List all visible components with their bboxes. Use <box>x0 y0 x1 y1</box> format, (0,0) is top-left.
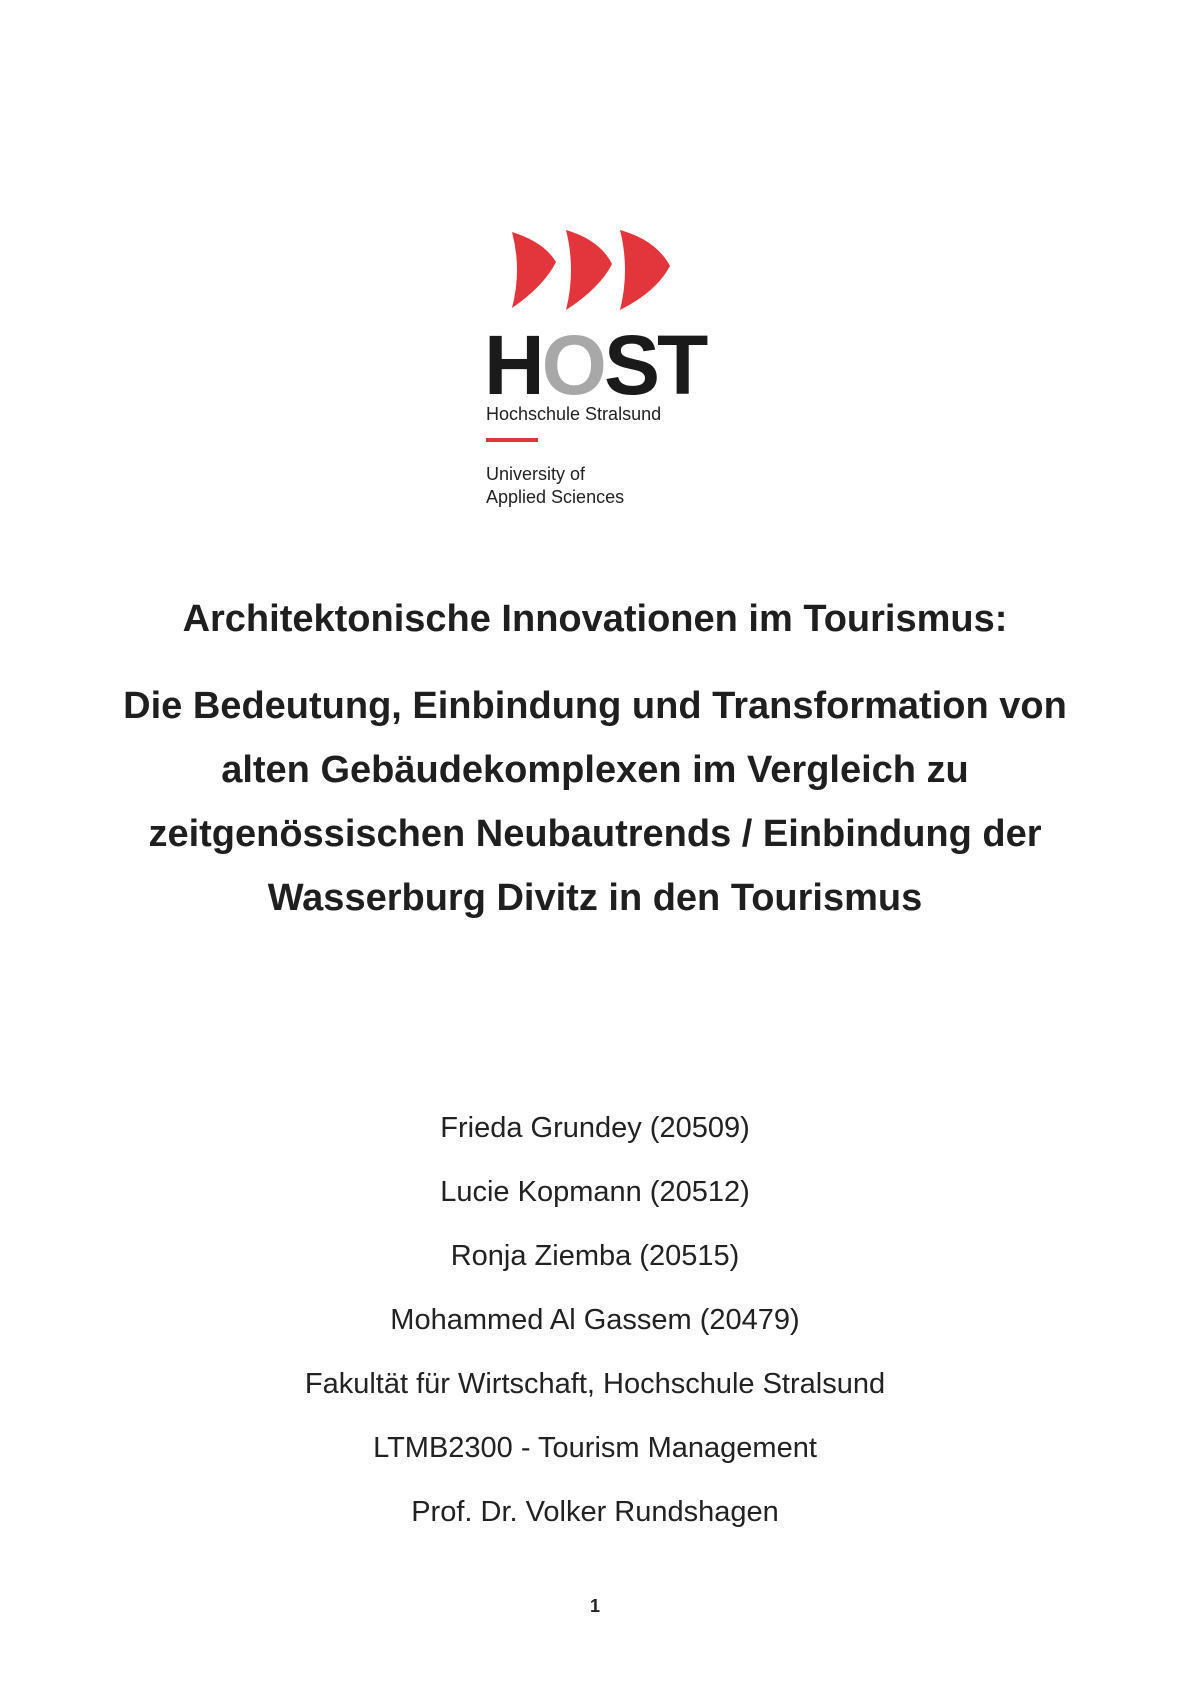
logo-letter-h: H <box>484 318 542 412</box>
document-subtitle: Die Bedeutung, Einbindung und Transformation von alten Gebäudekomplexen im Vergleich zu zeitgenössischen Neubautrends / Einbindung der Wasserburg Divitz in den Tourismus <box>123 685 1067 919</box>
sails-icon <box>510 228 680 312</box>
author-details <box>80 1096 1110 1544</box>
faculty-line: Fakultät für Wirtschaft, Hochschule Stralsund <box>304 1368 886 1400</box>
professor-line: Prof. Dr. Volker Rundshagen <box>411 1496 779 1528</box>
author-line: Ronja Ziemba (20515) <box>450 1240 740 1272</box>
university-logo <box>484 228 714 518</box>
logo-letters-st: ST <box>604 318 706 412</box>
course-line: LTMB2300 - Tourism Management <box>373 1432 817 1464</box>
page-number: 1 <box>589 1596 600 1616</box>
logo-subtitle: Hochschule Stralsund <box>486 404 662 424</box>
author-line: Frieda Grundey (20509) <box>440 1112 750 1144</box>
logo-university-text: University of Applied Sciences <box>486 464 625 507</box>
logo-divider <box>486 438 538 442</box>
document-title: Architektonische Innovationen im Tourismus: <box>182 598 1008 640</box>
author-line: Mohammed Al Gassem (20479) <box>390 1304 800 1336</box>
logo-wordmark <box>484 318 706 412</box>
author-line: Lucie Kopmann (20512) <box>440 1176 750 1208</box>
logo-letter-o: O <box>541 318 605 412</box>
